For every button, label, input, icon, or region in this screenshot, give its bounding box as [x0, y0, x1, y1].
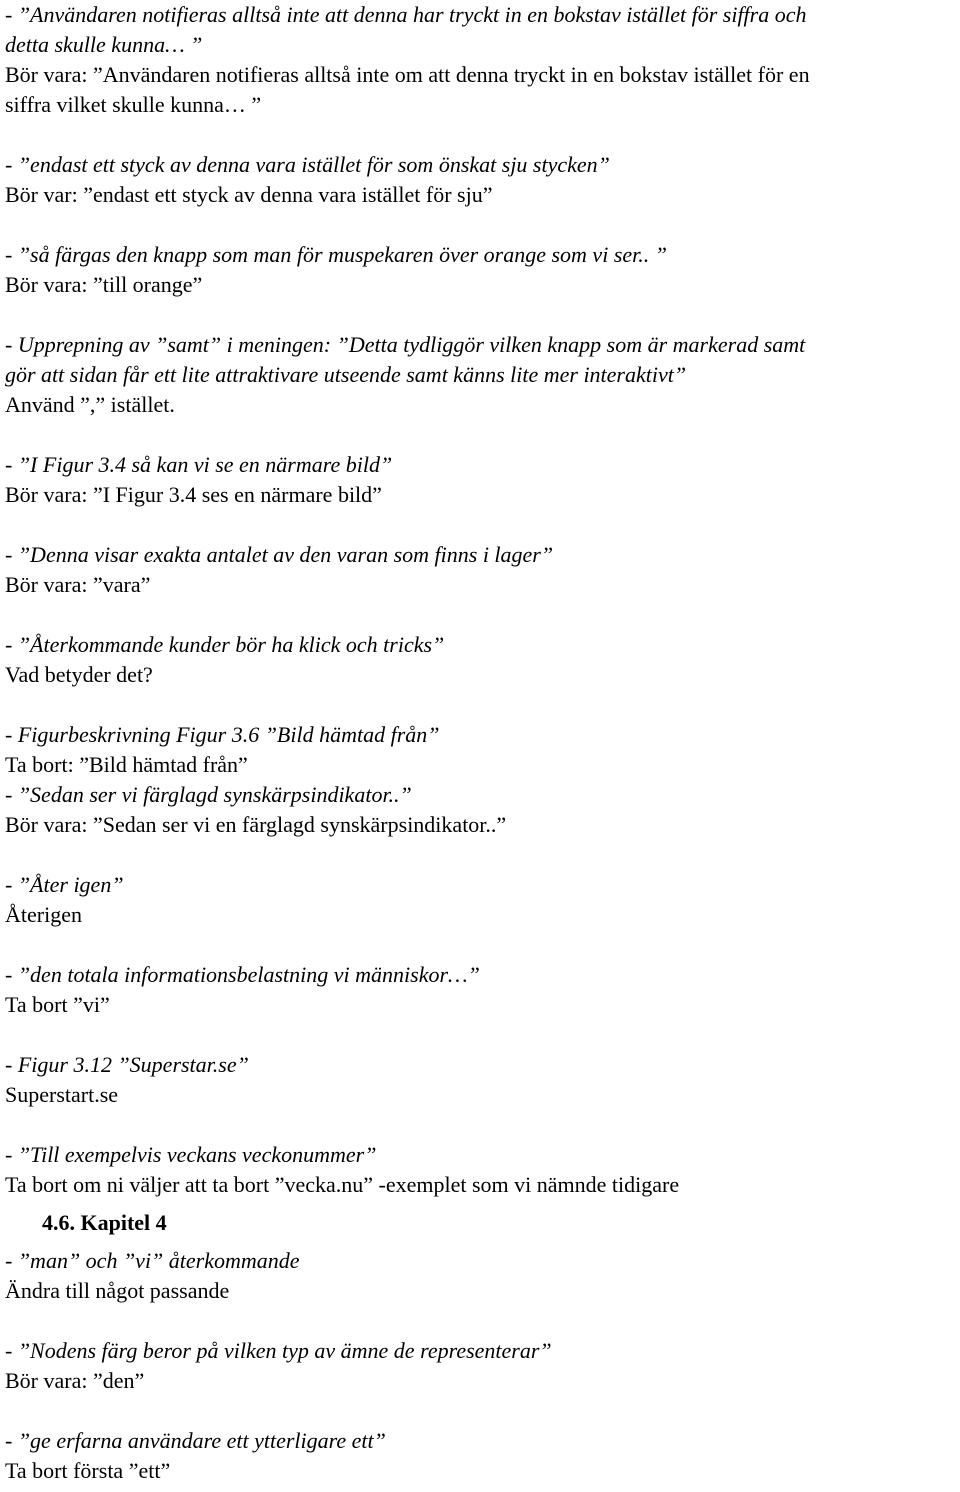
reviewer-comment: Bör vara: ”vara”	[5, 572, 151, 597]
reviewer-comment: Bör var: ”endast ett styck av denna vara istället för sju”	[5, 182, 493, 207]
review-item	[5, 870, 960, 960]
quoted-text: - ”Användaren notifieras alltså inte att denna har tryckt in en bokstav istället för siffra och	[5, 2, 807, 27]
reviewer-comment: Vad betyder det?	[5, 662, 153, 687]
review-item	[5, 540, 960, 630]
quoted-text: - ”Sedan ser vi färglagd synskärpsindikator..”	[5, 782, 412, 807]
quoted-text: - Figur 3.12 ”Superstar.se”	[5, 1052, 249, 1077]
review-item	[5, 0, 960, 150]
reviewer-comment: Bör vara: ”till orange”	[5, 272, 203, 297]
paragraph-spacer	[5, 1306, 960, 1336]
quoted-text: - ”Till exempelvis veckans veckonummer”	[5, 1142, 377, 1167]
paragraph-spacer	[5, 1020, 960, 1050]
paragraph-spacer	[5, 120, 960, 150]
review-comments-list-chapter-4	[5, 1246, 960, 1486]
quoted-text: - ”endast ett styck av denna vara istället för som önskat sju stycken”	[5, 152, 610, 177]
quoted-text: - ”Nodens färg beror på vilken typ av ämne de representerar”	[5, 1338, 552, 1363]
paragraph-spacer	[5, 930, 960, 960]
quoted-text: - ”den totala informationsbelastning vi människor…”	[5, 962, 480, 987]
paragraph-spacer	[5, 690, 960, 720]
quoted-text: - ”så färgas den knapp som man för muspekaren över orange som vi ser.. ”	[5, 242, 667, 267]
section-heading: 4.6. Kapitel 4	[42, 1210, 167, 1235]
reviewer-comment: Ta bort ”vi”	[5, 992, 110, 1017]
reviewer-comment: Ta bort första ”ett”	[5, 1458, 171, 1483]
review-item	[5, 1426, 960, 1486]
reviewer-comment: Bör vara: ”Användaren notifieras alltså inte om att denna tryckt in en bokstav istället för en	[5, 62, 810, 87]
reviewer-comment: Bör vara: ”I Figur 3.4 ses en närmare bild”	[5, 482, 382, 507]
quoted-text: - Upprepning av ”samt” i meningen: ”Detta tydliggör vilken knapp som är markerad samt	[5, 332, 806, 357]
review-item	[5, 330, 960, 450]
paragraph-spacer	[5, 300, 960, 330]
quoted-text: - ”I Figur 3.4 så kan vi se en närmare bild”	[5, 452, 393, 477]
quoted-text: gör att sidan får ett lite attraktivare utseende samt känns lite mer interaktivt”	[5, 362, 687, 387]
review-item	[5, 1050, 960, 1140]
reviewer-comment: Återigen	[5, 902, 82, 927]
paragraph-spacer	[5, 210, 960, 240]
reviewer-comment: Bör vara: ”Sedan ser vi en färglagd synskärpsindikator..”	[5, 812, 507, 837]
reviewer-comment: Använd ”,” istället.	[5, 392, 175, 417]
review-item	[5, 780, 960, 870]
review-item	[5, 630, 960, 720]
review-item	[5, 1246, 960, 1336]
reviewer-comment: Ta bort om ni väljer att ta bort ”vecka.nu” -exemplet som vi nämnde tidigare	[5, 1172, 680, 1197]
review-item	[5, 960, 960, 1050]
paragraph-spacer	[5, 1110, 960, 1140]
paragraph-spacer	[5, 420, 960, 450]
quoted-text: detta skulle kunna… ”	[5, 32, 203, 57]
quoted-text: - ”Åter igen”	[5, 872, 124, 897]
quoted-text: - ”Återkommande kunder bör ha klick och tricks”	[5, 632, 445, 657]
review-item	[5, 720, 960, 780]
review-document	[5, 0, 960, 1486]
review-item	[5, 1140, 960, 1200]
review-item	[5, 1336, 960, 1426]
review-item	[5, 450, 960, 540]
review-item	[5, 150, 960, 240]
quoted-text: - ”man” och ”vi” återkommande	[5, 1248, 300, 1273]
reviewer-comment: Ta bort: ”Bild hämtad från”	[5, 752, 248, 777]
paragraph-spacer	[5, 1396, 960, 1426]
quoted-text: - Figurbeskrivning Figur 3.6 ”Bild hämtad från”	[5, 722, 440, 747]
review-item	[5, 240, 960, 330]
paragraph-spacer	[5, 600, 960, 630]
reviewer-comment: Ändra till något passande	[5, 1278, 230, 1303]
reviewer-comment: Bör vara: ”den”	[5, 1368, 145, 1393]
reviewer-comment: siffra vilket skulle kunna… ”	[5, 92, 262, 117]
quoted-text: - ”ge erfarna användare ett ytterligare ett”	[5, 1428, 386, 1453]
review-comments-list	[5, 0, 960, 1200]
paragraph-spacer	[5, 510, 960, 540]
quoted-text: - ”Denna visar exakta antalet av den varan som finns i lager”	[5, 542, 554, 567]
reviewer-comment: Superstart.se	[5, 1082, 119, 1107]
paragraph-spacer	[5, 840, 960, 870]
